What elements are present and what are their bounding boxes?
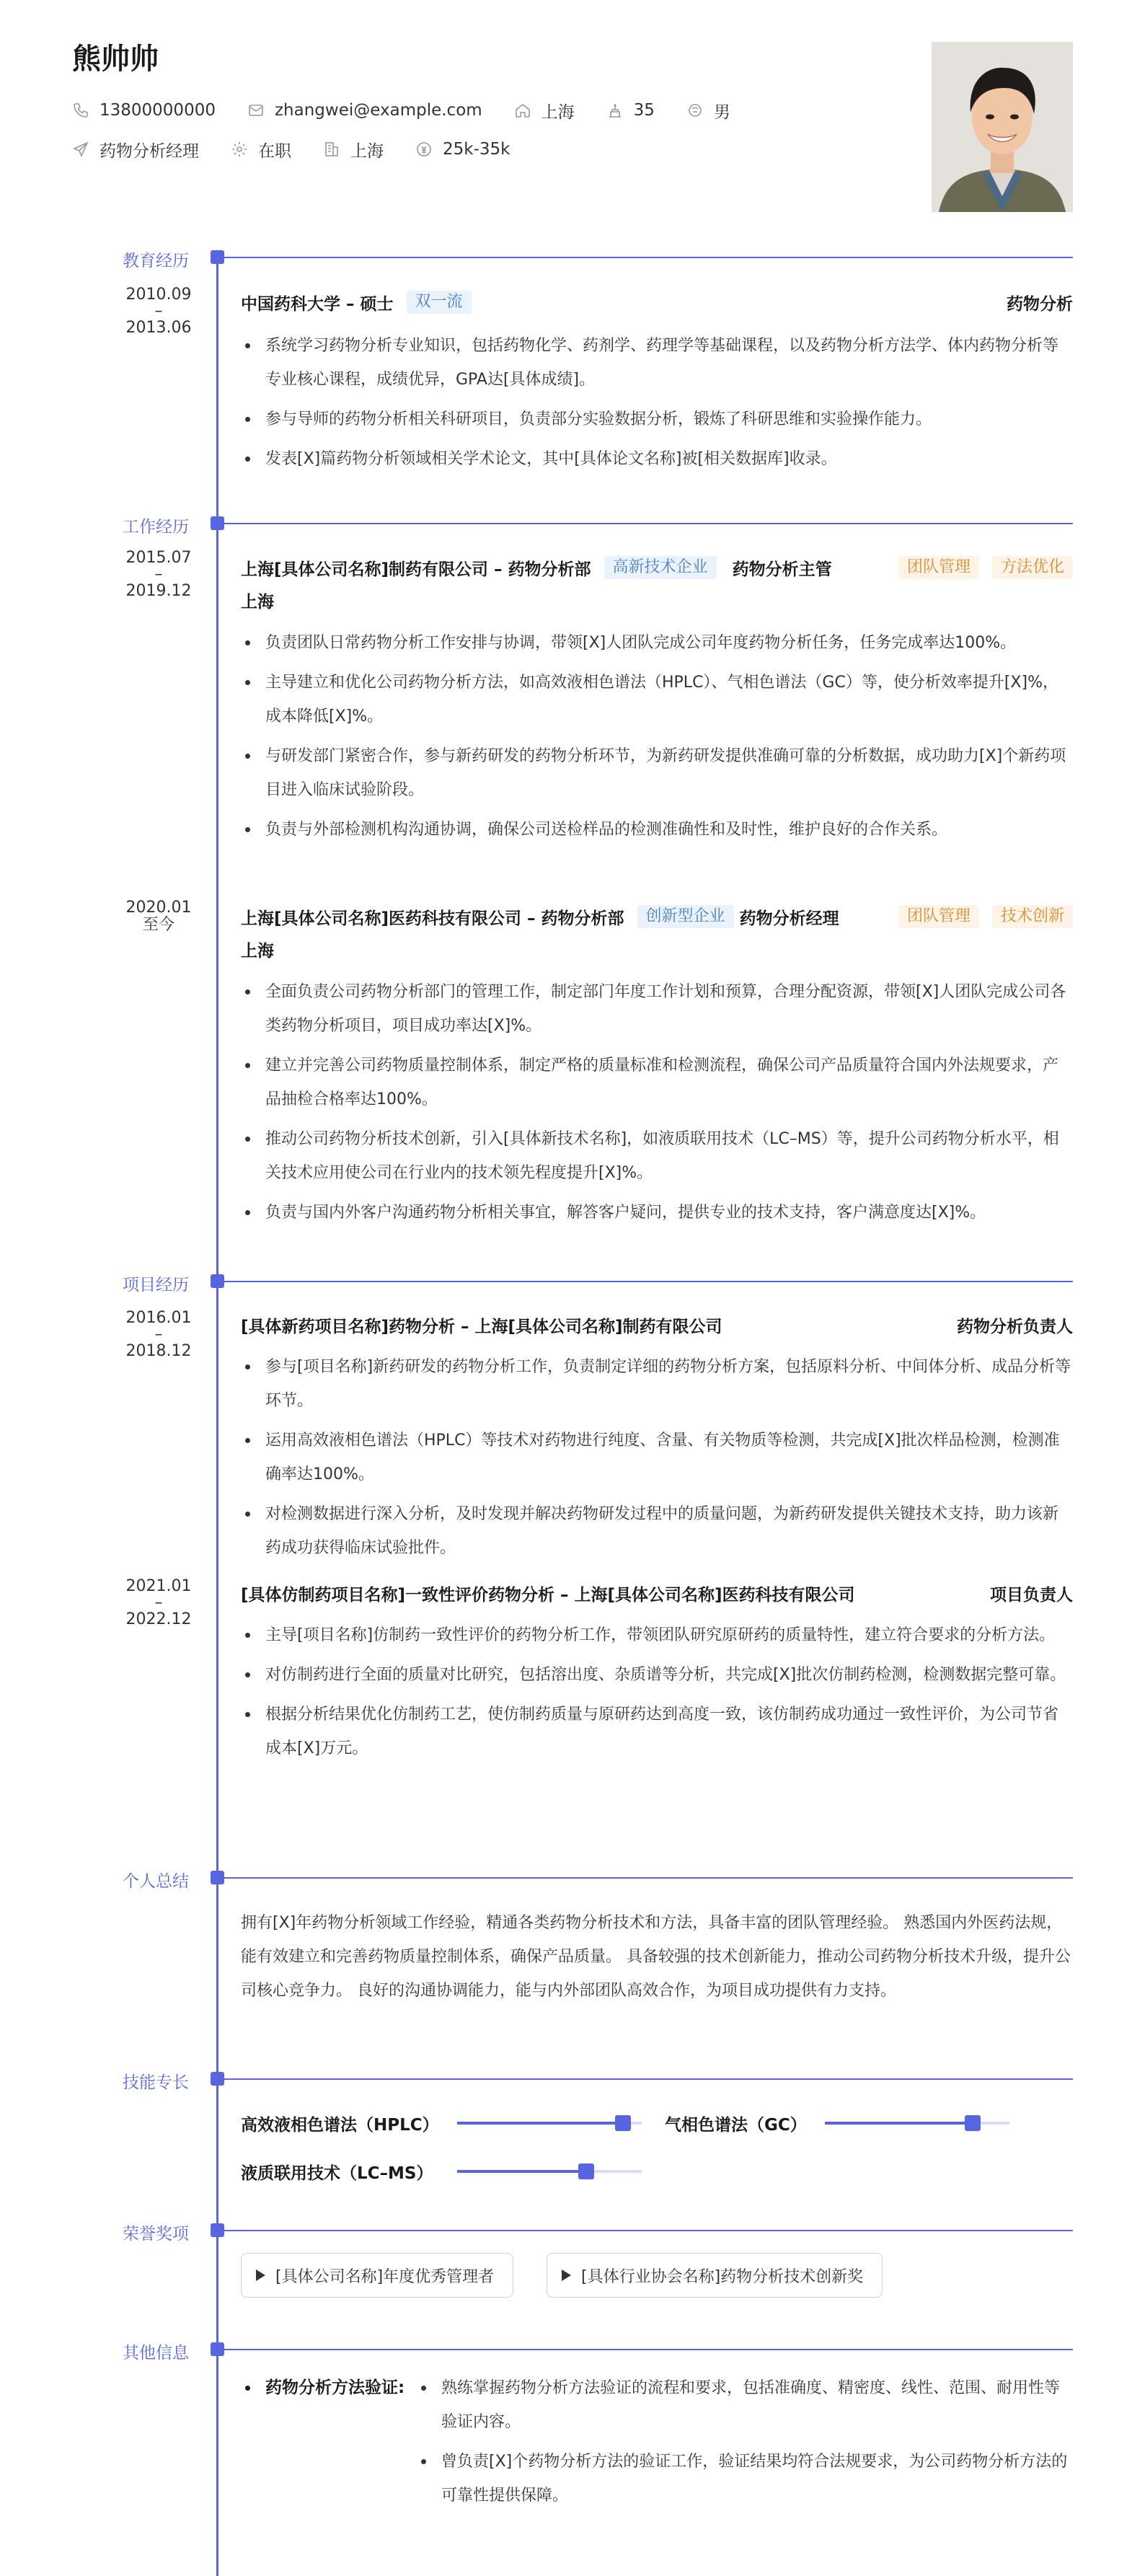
- gender-info: [686, 99, 730, 123]
- salary-info: [415, 140, 510, 159]
- phone-text: 13800000000: [100, 101, 216, 120]
- list-item: 建立并完善公司药物质量控制体系，制定严格的质量标准和检测流程，确保公司产品质量符合国内外法规要求，产品抽检合格率达100%。: [241, 1049, 1073, 1116]
- section-title-skills: 技能专长: [123, 2073, 189, 2092]
- section-divider: [224, 523, 1073, 524]
- project-role: 药物分析负责人: [957, 1317, 1073, 1336]
- phone-icon: [72, 102, 89, 119]
- date-end: 2013.06: [125, 319, 192, 337]
- status-info: [231, 138, 291, 162]
- work-bullets: [241, 975, 1073, 1230]
- section-title-summary: 个人总结: [123, 1872, 189, 1891]
- section-awards: [0, 2222, 1145, 2244]
- date-dash: –: [154, 1594, 163, 1612]
- date-dash: –: [154, 1326, 163, 1344]
- job-intent-row: [72, 137, 937, 162]
- skill-row: [665, 2111, 1009, 2135]
- section-marker: [211, 516, 224, 530]
- skill-tag: 方法优化: [992, 556, 1073, 579]
- project-entry: [241, 1313, 1073, 1565]
- date-dash: –: [154, 565, 163, 583]
- skill-tag: 团队管理: [898, 905, 979, 928]
- section-title-education: 教育经历: [123, 252, 189, 270]
- section-divider: [224, 2349, 1073, 2350]
- skill-bar-fill: [457, 2122, 623, 2125]
- award-badge: [547, 2253, 883, 2298]
- section-title-awards: 荣誉奖项: [123, 2225, 189, 2244]
- list-item: 参与导师的药物分析相关科研项目，负责部分实验数据分析，锻炼了科研思维和实验操作能力。: [241, 402, 1073, 436]
- work-date: [115, 550, 202, 600]
- company-tag: 高新技术企业: [604, 556, 717, 579]
- skill-tag: 团队管理: [898, 556, 979, 579]
- major: 药物分析: [1007, 294, 1073, 314]
- position-info: [72, 138, 199, 162]
- list-item: 负责与国内外客户沟通药物分析相关事宜，解答客户疑问，提供专业的技术支持，客户满意度达[X]%。: [241, 1196, 1073, 1230]
- date-start: 2016.01: [125, 1309, 192, 1327]
- work-entry: [241, 555, 1073, 847]
- section-marker: [211, 2223, 224, 2237]
- other-info: [241, 2371, 1073, 2513]
- other-label: 药物分析方法验证:: [241, 2371, 404, 2405]
- section-marker: [211, 2342, 224, 2356]
- building-icon: [323, 141, 340, 158]
- education-bullets: [241, 329, 1073, 476]
- list-item: 主导建立和优化公司药物分析方法，如高效液相色谱法（HPLC）、气相色谱法（GC）等，使分析效率提升[X]%，成本降低[X]%。: [241, 666, 1073, 733]
- skill-bar-knob: [578, 2163, 594, 2179]
- skill-name: 气相色谱法（GC）: [665, 2115, 807, 2135]
- other-bullets: [417, 2371, 1073, 2513]
- play-icon: [562, 2270, 571, 2281]
- education-entry: [241, 290, 1073, 476]
- work-location: 上海: [241, 593, 274, 612]
- summary-text: 拥有[X]年药物分析领域工作经验，精通各类药物分析技术和方法，具备丰富的团队管理经验。 熟悉国内外医药法规，能有效建立和完善药物质量控制体系，确保产品质量。 具备较强的技术创新能力，推动公司药物分析技术升级，提升公司核心竞争力。 良好的沟通协调能力，能与内外部团队高效合作，为项目成功提供有力支持。: [241, 1914, 1071, 2000]
- award-text: [具体公司名称]年度优秀管理者: [275, 2267, 495, 2286]
- list-item: 负责与外部检测机构沟通协调，确保公司送检样品的检测准确性和及时性，维护良好的合作关系。: [241, 813, 1073, 847]
- date-end: 至今: [142, 916, 174, 934]
- contact-row: [72, 98, 937, 123]
- education-date: [115, 286, 202, 337]
- section-skills: [0, 2070, 1145, 2092]
- project-entry: [241, 1581, 1073, 1765]
- skill-row: [241, 2111, 642, 2135]
- section-title-other: 其他信息: [123, 2344, 189, 2363]
- company-name: 上海[具体公司名称]制药有限公司 – 药物分析部: [241, 560, 591, 579]
- school-tag: 双一流: [407, 291, 472, 314]
- skill-bar: [457, 2170, 642, 2173]
- list-item: 发表[X]篇药物分析领域相关学术论文，其中[具体论文名称]被[相关数据库]收录。: [241, 442, 1073, 476]
- list-item: 曾负责[X]个药物分析方法的验证工作，验证结果均符合法规要求，为公司药物分析方法的可靠性提供保障。: [417, 2445, 1073, 2513]
- list-item: 推动公司药物分析技术创新，引入[具体新技术名称]，如液质联用技术（LC–MS）等，提升公司药物分析水平，相关技术应用使公司在行业内的技术领先程度提升[X]%。: [241, 1122, 1073, 1190]
- profile-photo: [932, 42, 1073, 212]
- project-title: [具体仿制药项目名称]一致性评价药物分析 – 上海[具体公司名称]医药科技有限公司: [241, 1585, 855, 1605]
- city-info: [514, 99, 575, 123]
- phone-info: [72, 101, 216, 120]
- project-head: [241, 1313, 1073, 1337]
- education-head: [241, 290, 1073, 314]
- section-marker: [211, 1871, 224, 1884]
- work-head: [241, 555, 1073, 580]
- skill-name: 高效液相色谱法（HPLC）: [241, 2115, 439, 2135]
- skill-bar-fill: [825, 2122, 973, 2125]
- school-name: 中国药科大学 – 硕士: [241, 294, 394, 314]
- section-divider: [224, 257, 1073, 258]
- skill-bar: [825, 2122, 1009, 2125]
- date-start: 2021.01: [125, 1577, 192, 1595]
- play-icon: [256, 2270, 265, 2281]
- send-icon: [72, 141, 89, 158]
- age-info: [606, 101, 655, 120]
- list-item: 运用高效液相色谱法（HPLC）等技术对药物进行纯度、含量、有关物质等检测，共完成[X]批次样品检测，检测准确率达100%。: [241, 1424, 1073, 1491]
- project-bullets: [241, 1350, 1073, 1565]
- target-city-info: [323, 138, 384, 162]
- status-text: 在职: [258, 141, 291, 161]
- section-marker: [211, 250, 224, 264]
- age-icon: [606, 102, 624, 119]
- money-icon: [415, 141, 433, 158]
- date-dash: –: [154, 302, 163, 320]
- list-item: 全面负责公司药物分析部门的管理工作，制定部门年度工作计划和预算，合理分配资源，带领[X]人团队完成公司各类药物分析项目，项目成功率达[X]%。: [241, 975, 1073, 1043]
- skill-tag: 技术创新: [992, 905, 1073, 928]
- date-start: 2020.01: [125, 899, 192, 917]
- candidate-name: 熊帅帅: [72, 43, 159, 76]
- section-title-projects: 项目经历: [123, 1276, 189, 1294]
- salary-text: 25k-35k: [443, 140, 510, 159]
- section-education: [0, 249, 1145, 270]
- section-divider: [224, 1281, 1073, 1282]
- section-divider: [224, 1877, 1073, 1879]
- gear-icon: [231, 141, 248, 158]
- skill-row: [241, 2159, 642, 2184]
- date-end: 2018.12: [125, 1342, 192, 1360]
- email-info: [247, 101, 482, 120]
- section-title-work: 工作经历: [123, 518, 189, 537]
- email-text: zhangwei@example.com: [274, 101, 482, 120]
- project-title: [具体新药项目名称]药物分析 – 上海[具体公司名称]制药有限公司: [241, 1317, 722, 1336]
- project-role: 项目负责人: [990, 1585, 1073, 1605]
- city-text: 上海: [541, 102, 575, 122]
- list-item: 对检测数据进行深入分析，及时发现并解决药物研发过程中的质量问题，为新药研发提供关键技术支持，助力该新药成功获得临床试验批件。: [241, 1497, 1073, 1565]
- date-end: 2022.12: [125, 1610, 192, 1628]
- gender-text: 男: [713, 102, 730, 122]
- date-end: 2019.12: [125, 582, 192, 600]
- project-date: [115, 1310, 202, 1360]
- section-marker: [211, 1274, 224, 1288]
- section-divider: [224, 2230, 1073, 2231]
- list-item: 熟练掌握药物分析方法验证的流程和要求，包括准确度、精密度、线性、范围、耐用性等验证内容。: [417, 2371, 1073, 2439]
- gender-icon: [686, 102, 704, 119]
- section-divider: [224, 2078, 1073, 2080]
- section-marker: [211, 2072, 224, 2086]
- award-badge: [241, 2253, 513, 2298]
- work-location: 上海: [241, 942, 274, 961]
- list-item: 主导[项目名称]仿制药一致性评价的药物分析工作，带领团队研究原研药的质量特性，建立符合要求的分析方法。: [241, 1618, 1073, 1652]
- job-role: 药物分析主管: [732, 560, 832, 579]
- section-other: [0, 2341, 1145, 2363]
- project-head: [241, 1581, 1073, 1605]
- award-text: [具体行业协会名称]药物分析技术创新奖: [581, 2267, 864, 2286]
- project-date: [115, 1578, 202, 1628]
- home-icon: [514, 102, 531, 119]
- section-summary: [0, 1869, 1145, 1891]
- company-tag: 创新型企业: [637, 905, 734, 928]
- list-item: 参与[项目名称]新药研发的药物分析工作，负责制定详细的药物分析方案，包括原料分析、中间体分析、成品分析等环节。: [241, 1350, 1073, 1418]
- work-entry: [241, 904, 1073, 1230]
- work-head: [241, 904, 1073, 929]
- mail-icon: [247, 102, 265, 119]
- date-start: 2010.09: [125, 286, 192, 304]
- skill-bar: [457, 2122, 642, 2125]
- section-work: [0, 515, 1145, 537]
- skill-name: 液质联用技术（LC–MS）: [241, 2163, 433, 2183]
- skill-bar-knob: [965, 2115, 981, 2131]
- project-bullets: [241, 1618, 1073, 1765]
- list-item: 系统学习药物分析专业知识，包括药物化学、药剂学、药理学等基础课程，以及药物分析方法学、体内药物分析等专业核心课程，成绩优异，GPA达[具体成绩]。: [241, 329, 1073, 397]
- portrait-image: [932, 42, 1073, 212]
- skill-bar-fill: [457, 2170, 586, 2173]
- target-city-text: 上海: [350, 141, 384, 161]
- list-item: 根据分析结果优化仿制药工艺，使仿制药质量与原研药达到高度一致，该仿制药成功通过一致性评价，为公司节省成本[X]万元。: [241, 1698, 1073, 1765]
- position-text: 药物分析经理: [100, 141, 199, 161]
- resume-header: [72, 40, 937, 162]
- age-text: 35: [633, 101, 655, 120]
- skill-bar-knob: [615, 2115, 631, 2131]
- list-item: 负责团队日常药物分析工作安排与协调，带领[X]人团队完成公司年度药物分析任务，任务完成率达100%。: [241, 626, 1073, 660]
- job-role: 药物分析经理: [739, 909, 839, 928]
- list-item: 与研发部门紧密合作，参与新药研发的药物分析环节，为新药研发提供准确可靠的分析数据，成功助力[X]个新药项目进入临床试验阶段。: [241, 739, 1073, 807]
- work-date: [115, 899, 202, 934]
- section-projects: [0, 1273, 1145, 1294]
- date-start: 2015.07: [125, 549, 192, 567]
- company-name: 上海[具体公司名称]医药科技有限公司 – 药物分析部: [241, 909, 624, 928]
- work-bullets: [241, 626, 1073, 847]
- list-item: 对仿制药进行全面的质量对比研究，包括溶出度、杂质谱等分析，共完成[X]批次仿制药检测，检测数据完整可靠。: [241, 1658, 1073, 1692]
